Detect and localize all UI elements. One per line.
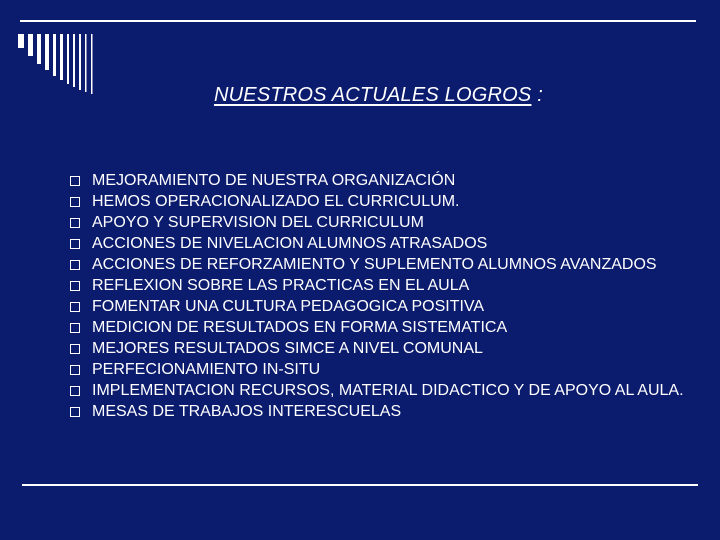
list-item-text: MEDICION DE RESULTADOS EN FORMA SISTEMATICA	[92, 319, 508, 336]
list-item-text: MEJORAMIENTO DE NUESTRA ORGANIZACIÓN	[92, 172, 456, 189]
top-rule	[20, 20, 696, 22]
list-item	[70, 359, 700, 380]
achievements-list	[70, 170, 700, 422]
list-item	[70, 275, 700, 296]
list-item	[70, 296, 700, 317]
list-item-text: REFLEXION SOBRE LAS PRACTICAS EN EL AULA	[92, 277, 470, 294]
list-item-text: MESAS DE TRABAJOS INTERESCUELAS	[92, 403, 402, 420]
hollow-square-icon	[70, 197, 80, 207]
hollow-square-icon	[70, 239, 80, 249]
hollow-square-icon	[70, 407, 80, 417]
hollow-square-icon	[70, 323, 80, 333]
list-item	[70, 338, 700, 359]
list-item	[70, 254, 700, 275]
list-item	[70, 191, 700, 212]
list-item	[70, 380, 700, 401]
list-item-text: MEJORES RESULTADOS SIMCE A NIVEL COMUNAL	[92, 340, 483, 357]
hollow-square-icon	[70, 365, 80, 375]
list-item	[70, 233, 700, 254]
list-item	[70, 317, 700, 338]
hollow-square-icon	[70, 386, 80, 396]
hollow-square-icon	[70, 344, 80, 354]
hollow-square-icon	[70, 281, 80, 291]
decorative-bars	[16, 34, 136, 94]
hollow-square-icon	[70, 218, 80, 228]
list-item-text: FOMENTAR UNA CULTURA PEDAGOGICA POSITIVA	[92, 298, 485, 315]
list-item	[70, 170, 700, 191]
slide-title	[214, 84, 543, 107]
title-text: NUESTROS ACTUALES LOGROS	[214, 84, 532, 106]
title-suffix: :	[531, 84, 543, 106]
list-item-text: PERFECIONAMIENTO IN-SITU	[92, 361, 321, 378]
hollow-square-icon	[70, 302, 80, 312]
list-item-text: IMPLEMENTACION RECURSOS, MATERIAL DIDACTICO Y DE APOYO AL AULA.	[92, 382, 684, 399]
list-item-text: ACCIONES DE REFORZAMIENTO Y SUPLEMENTO ALUMNOS AVANZADOS	[92, 256, 657, 273]
list-item-text: ACCIONES DE NIVELACION ALUMNOS ATRASADOS	[92, 235, 488, 252]
list-item-text: APOYO Y SUPERVISION DEL CURRICULUM	[92, 214, 424, 231]
hollow-square-icon	[70, 260, 80, 270]
hollow-square-icon	[70, 176, 80, 186]
bottom-rule	[22, 484, 698, 486]
list-item-text: HEMOS OPERACIONALIZADO EL CURRICULUM.	[92, 193, 460, 210]
list-item	[70, 212, 700, 233]
list-item	[70, 401, 700, 422]
